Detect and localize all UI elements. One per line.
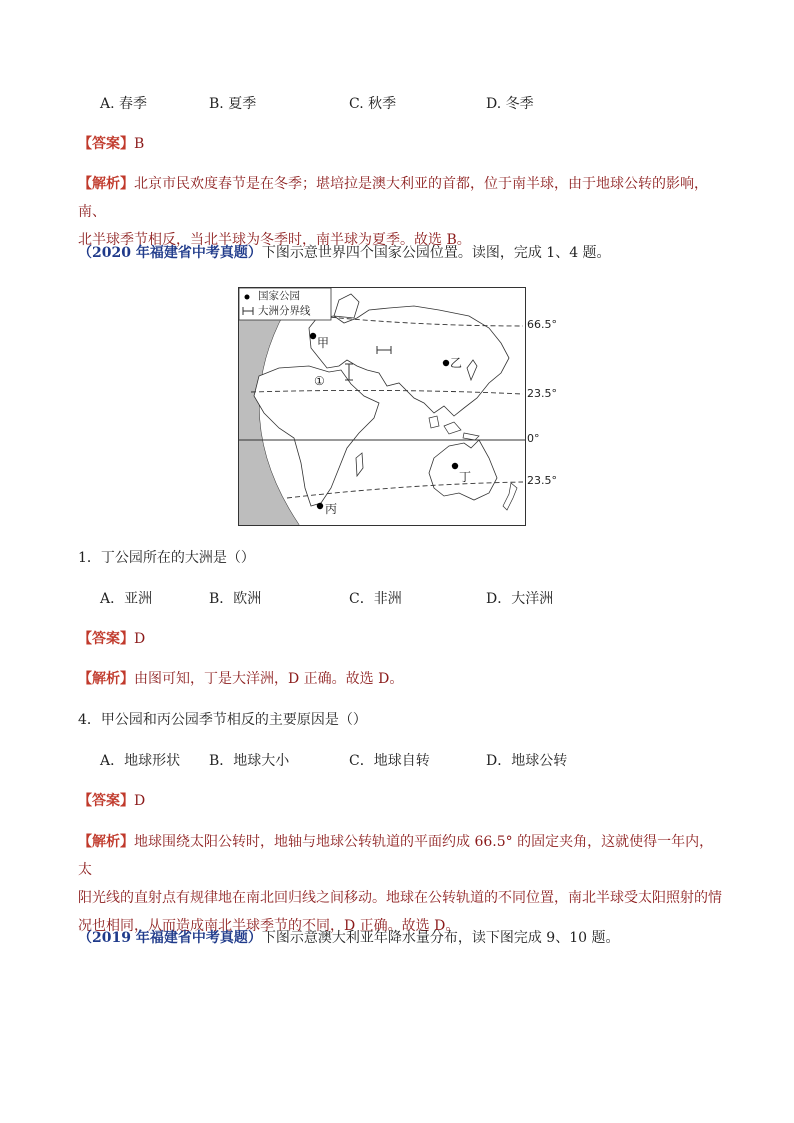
answer-value: D [134,631,146,647]
answer-tag: 【答案】 [78,793,134,809]
q1-option-d: D．大洋洲 [486,591,554,607]
option-d: D. 冬季 [486,96,534,112]
option-b: B. 夏季 [209,96,257,112]
park-jia-dot [310,333,316,339]
answer-value: D [134,793,146,809]
label-one: ① [314,374,325,388]
analysis-tag: 【解析】 [78,834,134,850]
prev-answer [78,134,144,154]
q1-analysis [78,669,403,689]
q4-option-c: C．地球自转 [349,753,430,769]
world-map-figure [238,287,526,526]
legend-boundary-label: 大洲分界线 [258,305,311,317]
q1-answer [78,629,145,649]
label-jia: 甲 [317,336,330,350]
intro-text: 下图示意澳大利亚年降水量分布，读下图完成 9、10 题。 [261,930,620,946]
q4-analysis [78,828,723,940]
scandinavia [334,294,359,318]
source-tag: （2020 年福建省中考真题） [78,245,262,261]
q4-option-a: A．地球形状 [100,753,181,769]
q1-stem: 1．丁公园所在的大洲是（） [78,550,255,566]
new-zealand [503,483,517,510]
q1-option-c: C．非洲 [349,591,402,607]
legend-park-icon [245,295,250,300]
madagascar [356,453,363,476]
prev-analysis [78,170,723,254]
analysis-line: 地球围绕太阳公转时，地轴与地球公转轨道的平面约成 66.5° 的固定夹角，这就使得一年内，太 [78,834,714,878]
source-tag: （2019 年福建省中考真题） [78,930,262,946]
label-ding: 丁 [459,470,472,484]
analysis-tag: 【解析】 [78,671,134,687]
q4-stem: 4．甲公园和丙公园季节相反的主要原因是（） [78,712,367,728]
legend-park-label: 国家公园 [258,290,300,302]
lat-0: 0° [527,432,540,445]
lat-23-5-s: 23.5° [527,474,557,487]
answer-tag: 【答案】 [78,631,134,647]
option-c: C. 秋季 [349,96,397,112]
analysis-line: 况也相同，从而造成南北半球季节的不同，D 正确。故选 D。 [78,918,460,934]
lat-66-5: 66.5° [527,318,557,331]
se-asia-islands [429,416,479,440]
q4-answer [78,791,145,811]
q4-option-d: D．地球公转 [486,753,568,769]
q1-option-a: A．亚洲 [100,591,153,607]
analysis-line: 北半球季节相反，当北半球为冬季时，南半球为夏季。故选 B。 [78,232,471,248]
world-map [239,288,525,525]
answer-tag: 【答案】 [78,136,134,152]
label-yi: 乙 [450,356,463,370]
intro-text: 下图示意世界四个国家公园位置。读图，完成 1、4 题。 [261,245,611,261]
park-bing-dot [317,503,323,509]
park-ding-dot [452,463,458,469]
lat-23-5-n: 23.5° [527,387,557,400]
answer-value: B [134,136,145,152]
park-yi-dot [443,360,449,366]
option-a: A. 春季 [100,96,148,112]
analysis-tag: 【解析】 [78,176,134,192]
label-bing: 丙 [325,502,338,516]
analysis-line: 北京市民欢度春节是在冬季；堪培拉是澳大利亚的首都，位于南半球，由于地球公转的影响，南、 [78,176,708,220]
analysis-line: 阳光线的直射点有规律地在南北回归线之间移动。地球在公转轨道的不同位置，南北半球受太阳照射的情 [78,890,722,906]
analysis-text: 由图可知，丁是大洋洲，D 正确。故选 D。 [134,671,404,687]
q1-option-b: B．欧洲 [209,591,262,607]
intro-2020 [78,243,611,263]
q4-option-b: B．地球大小 [209,753,290,769]
intro-2019 [78,928,619,948]
